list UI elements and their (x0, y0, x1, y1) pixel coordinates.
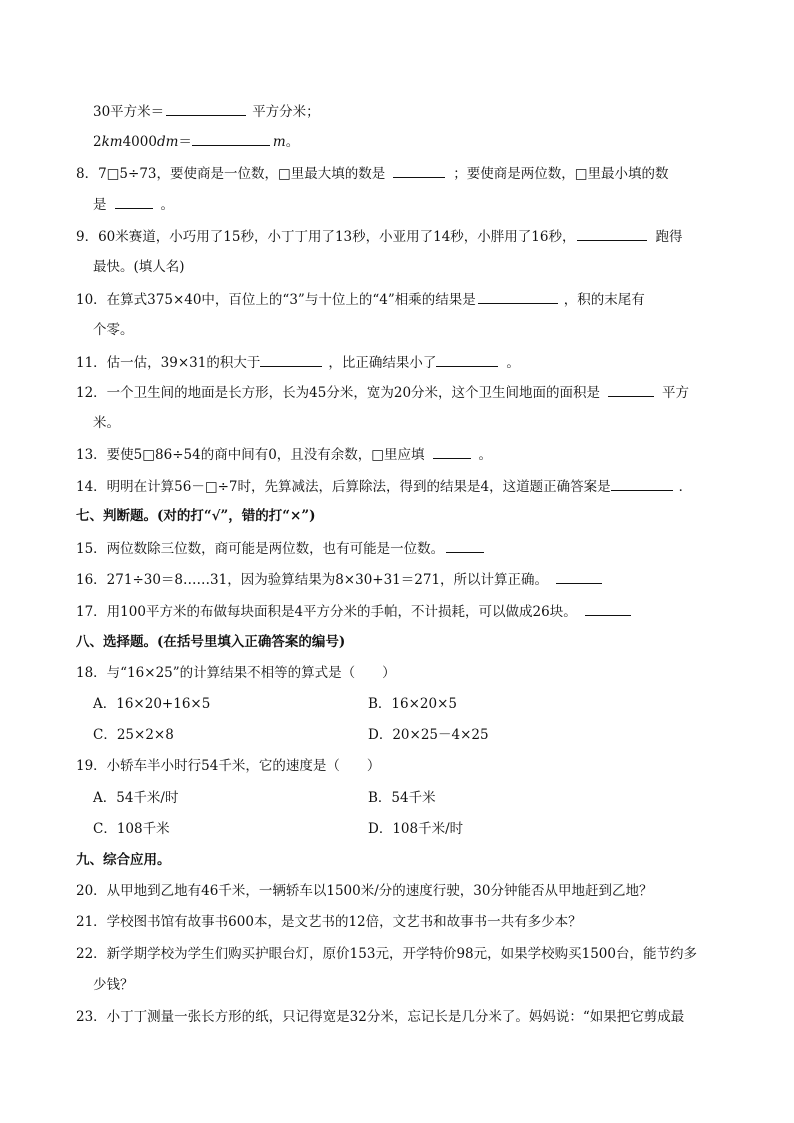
unit-m: m (272, 134, 286, 150)
text: 4000 (122, 134, 157, 150)
unit-conversion-line-2 (93, 131, 299, 152)
text: ；要使商是两位数，□里最小填的数 (453, 166, 669, 182)
text: 平方分米； (252, 104, 320, 120)
text: 。 (285, 134, 300, 150)
text: 12．一个卫生间的地面是长方形，长为45分米，宽为20分米，这个卫生间地面的面积是 (76, 385, 601, 401)
unit-conversion-line-1 (93, 101, 320, 122)
section-8-heading: 八、选择题。(在括号里填入正确答案的编号) (76, 634, 346, 650)
question-8-cont (93, 194, 174, 215)
question-20: 20．从甲地到乙地有46千米，一辆轿车以1500米/分的速度行驶，30分钟能否从甲地赶到乙地？ (76, 883, 653, 899)
text: 个零。 (93, 322, 134, 338)
question-21: 21．学校图书馆有故事书600本，是文艺书的12倍，文艺书和故事书一共有多少本？ (76, 914, 582, 930)
question-16 (76, 569, 602, 590)
text: 。 (506, 355, 520, 371)
option-19-d[interactable]: D．108千米/时 (368, 821, 464, 837)
answer-blank[interactable] (433, 444, 471, 459)
question-22-cont: 少钱？ (93, 977, 134, 993)
answer-blank[interactable] (556, 569, 602, 584)
answer-blank[interactable] (436, 352, 498, 367)
option-18-a[interactable]: A．16×20+16×5 (93, 696, 211, 712)
text: 17．用100平方米的布做每块面积是4平方分米的手帕，不计损耗，可以做成26块。 (76, 604, 577, 620)
text: 。 (478, 447, 493, 463)
question-13 (76, 444, 492, 465)
question-11 (76, 352, 520, 373)
question-9-cont (93, 257, 185, 277)
text: 11．估一估，39×31的积大于 (76, 355, 261, 371)
question-9 (76, 226, 682, 247)
answer-blank[interactable] (260, 352, 322, 367)
option-18-c[interactable]: C．25×2×8 (93, 727, 174, 743)
text: 10．在算式375×40中，百位上的“3”与十位上的“4”相乘的结果是 (76, 292, 476, 308)
section-9-heading: 九、综合应用。 (76, 852, 171, 868)
answer-blank[interactable] (577, 226, 647, 241)
text: 2 (93, 134, 102, 150)
question-12 (76, 382, 689, 403)
text: 9．60米赛道，小巧用了15秒，小丁丁用了13秒，小亚用了14秒，小胖用了16秒， (76, 229, 576, 245)
answer-blank[interactable] (446, 538, 484, 553)
text: 米。 (93, 415, 120, 431)
text: ＝ (178, 134, 192, 150)
option-19-c[interactable]: C．108千米 (93, 821, 170, 837)
section-7-heading: 七、判断题。(对的打“√”，错的打“×”) (76, 508, 316, 524)
option-18-b[interactable]: B．16×20×5 (368, 696, 457, 712)
option-19-b[interactable]: B．54千米 (368, 790, 436, 806)
question-8 (76, 163, 669, 184)
question-23: 23．小丁丁测量一张长方形的纸，只记得宽是32分米，忘记长是几分米了。妈妈说：“如果把它剪成最 (76, 1009, 685, 1025)
text: ，积的末尾有 (563, 292, 645, 308)
option-18-d[interactable]: D．20×25－4×25 (368, 727, 489, 743)
answer-blank[interactable] (608, 382, 654, 397)
answer-blank[interactable] (115, 194, 153, 209)
text: 跑得 (655, 229, 683, 245)
question-15 (76, 538, 484, 559)
text: 16．271÷30＝8……31，因为验算结果为8×30+31＝271，所以计算正确。 (76, 572, 549, 588)
question-19: 19．小轿车半小时行54千米，它的速度是（ ） (76, 758, 381, 774)
question-14 (76, 476, 692, 497)
text: 。 (160, 197, 174, 213)
text: 是 (93, 197, 107, 213)
text: 30平方米＝ (93, 104, 165, 120)
answer-blank[interactable] (585, 601, 631, 616)
answer-blank[interactable] (478, 289, 558, 304)
text: 8．7□5÷73，要使商是一位数，□里最大填的数是 (76, 166, 386, 182)
text: 13．要使5□86÷54的商中间有0，且没有余数，□里应填 (76, 447, 425, 463)
question-12-cont (93, 413, 120, 433)
option-19-a[interactable]: A．54千米/时 (93, 790, 179, 806)
question-22: 22．新学期学校为学生们购买护眼台灯，原价153元，开学特价98元，如果学校购买1500台，能节约多 (76, 946, 697, 962)
text: 14．明明在计算56－□÷7时，先算减法，后算除法，得到的结果是4，这道题正确答案是 (76, 479, 611, 495)
question-18: 18．与“16×25”的计算结果不相等的算式是（ ） (76, 665, 396, 681)
unit-km: km (101, 134, 123, 150)
text: 平方 (662, 385, 690, 401)
text: ． (678, 479, 693, 495)
text: 最快。(填人名) (93, 259, 185, 275)
unit-dm: dm (156, 134, 179, 150)
answer-blank[interactable] (166, 101, 246, 116)
question-17 (76, 601, 631, 622)
question-10 (76, 289, 645, 310)
answer-blank[interactable] (611, 476, 673, 491)
text: 15．两位数除三位数，商可能是两位数，也有可能是一位数。 (76, 541, 445, 557)
question-10-cont (93, 320, 134, 340)
answer-blank[interactable] (393, 163, 445, 178)
text: ，比正确结果小了 (328, 355, 437, 371)
answer-blank[interactable] (192, 131, 270, 146)
